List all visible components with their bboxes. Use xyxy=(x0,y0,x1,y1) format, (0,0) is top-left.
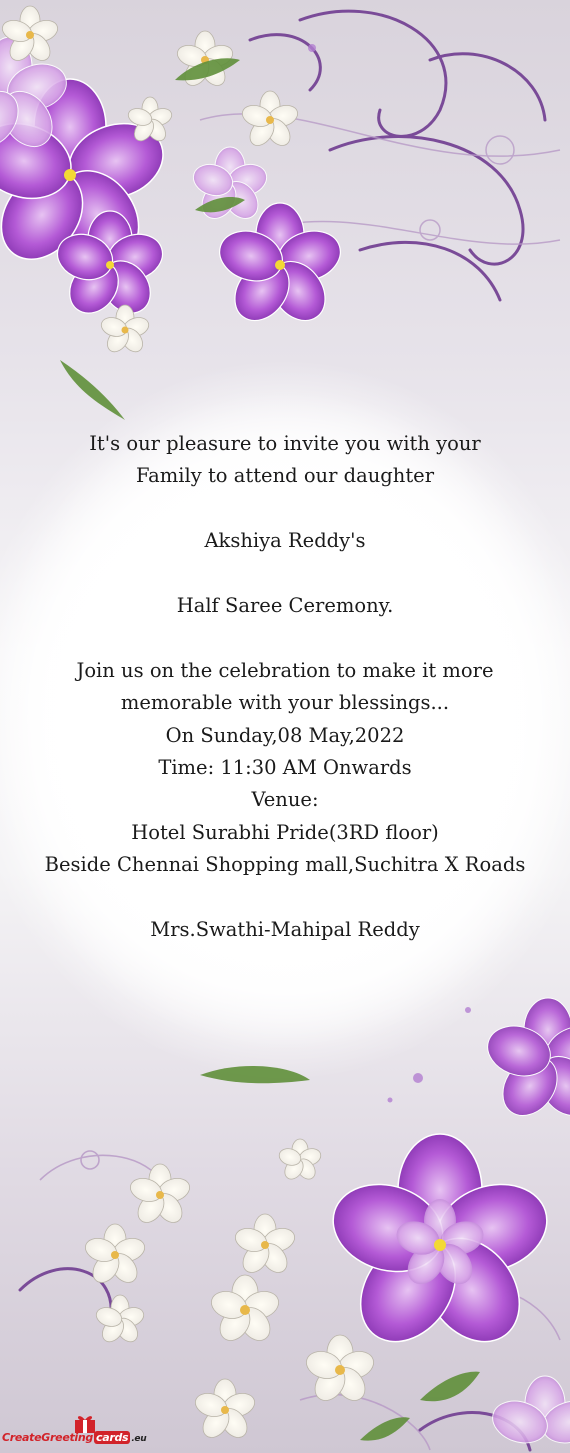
site-logo[interactable] xyxy=(2,1413,147,1449)
logo-text xyxy=(2,1431,146,1444)
intro-line-2: Family to attend our daughter xyxy=(135,464,435,488)
invitation-message xyxy=(0,428,570,946)
bottom-purple-flower-3 xyxy=(487,1376,570,1450)
logo-badge: cards xyxy=(96,1431,129,1444)
bottom-purple-flower-2 xyxy=(481,998,570,1126)
logo-brand: CreateGreeting xyxy=(2,1431,94,1444)
event-date: On Sunday,08 May,2022 xyxy=(165,723,405,747)
spacer xyxy=(0,882,570,914)
logo-suffix: .eu xyxy=(131,1434,147,1444)
venue-name: Hotel Surabhi Pride(3RD floor) xyxy=(131,820,439,844)
bottom-purple-flower-1 xyxy=(322,1134,558,1360)
hosts-name: Mrs.Swathi-Mahipal Reddy xyxy=(150,918,420,942)
join-line-1: Join us on the celebration to make it more xyxy=(76,658,494,682)
top-purple-flower-5 xyxy=(189,147,270,225)
venue-address: Beside Chennai Shopping mall,Suchitra X Roads xyxy=(44,853,526,877)
venue-label: Venue: xyxy=(251,788,319,812)
honoree-name: Akshiya Reddy's xyxy=(204,529,366,553)
gift-icon xyxy=(72,1413,98,1433)
bottom-white-flowers xyxy=(82,1139,377,1442)
spacer xyxy=(0,622,570,654)
event-time: Time: 11:30 AM Onwards xyxy=(158,756,412,780)
join-line-2: memorable with your blessings... xyxy=(120,691,450,715)
spacer xyxy=(0,558,570,590)
spacer xyxy=(0,493,570,525)
intro-line-1: It's our pleasure to invite you with your xyxy=(89,432,481,455)
event-name: Half Saree Ceremony. xyxy=(176,594,394,617)
